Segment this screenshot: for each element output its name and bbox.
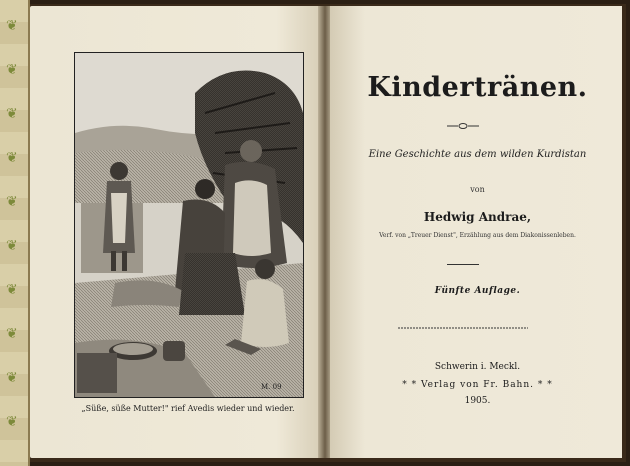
leaf-ornament-icon: ❦ xyxy=(6,194,18,210)
engraving-image xyxy=(75,53,303,397)
book-subtitle: Eine Geschichte aus dem wilden Kurdistan xyxy=(368,149,587,160)
publisher: * * Verlag von Fr. Bahn. * * xyxy=(402,380,553,390)
by-label: von xyxy=(470,185,485,194)
illustration-caption: „Süße, süße Mutter!" rief Avedis wieder und wieder. xyxy=(81,404,295,413)
leaf-ornament-icon: ❦ xyxy=(6,150,18,166)
author-note: Verf. von „Treuer Dienst", Erzählung aus dem Diakonissenleben. xyxy=(379,232,576,239)
leaf-ornament-icon: ❦ xyxy=(6,282,18,298)
divider-rule xyxy=(398,327,528,329)
illustration-signature: M. 09 xyxy=(261,383,282,391)
leaf-ornament-icon: ❦ xyxy=(6,370,18,386)
leaf-ornament-icon: ❦ xyxy=(6,106,18,122)
publication-place: Schwerin i. Meckl. xyxy=(434,362,521,372)
leaf-ornament-icon: ❦ xyxy=(6,414,18,430)
divider-rule xyxy=(447,264,479,265)
author-name: Hedwig Andrae, xyxy=(423,210,532,224)
leaf-ornament-icon: ❦ xyxy=(6,326,18,342)
leaf-ornament-icon: ❦ xyxy=(6,62,18,78)
book-title: Kindertränen. xyxy=(367,72,588,103)
edition-label: Fünfte Auflage. xyxy=(434,286,521,296)
frontispiece-illustration xyxy=(74,52,304,398)
leaf-ornament-icon: ❦ xyxy=(6,18,18,34)
endpaper-pattern xyxy=(0,0,30,466)
leaf-ornament-icon: ❦ xyxy=(6,238,18,254)
title-ornament-icon xyxy=(447,122,479,130)
publication-year: 1905. xyxy=(464,396,491,406)
